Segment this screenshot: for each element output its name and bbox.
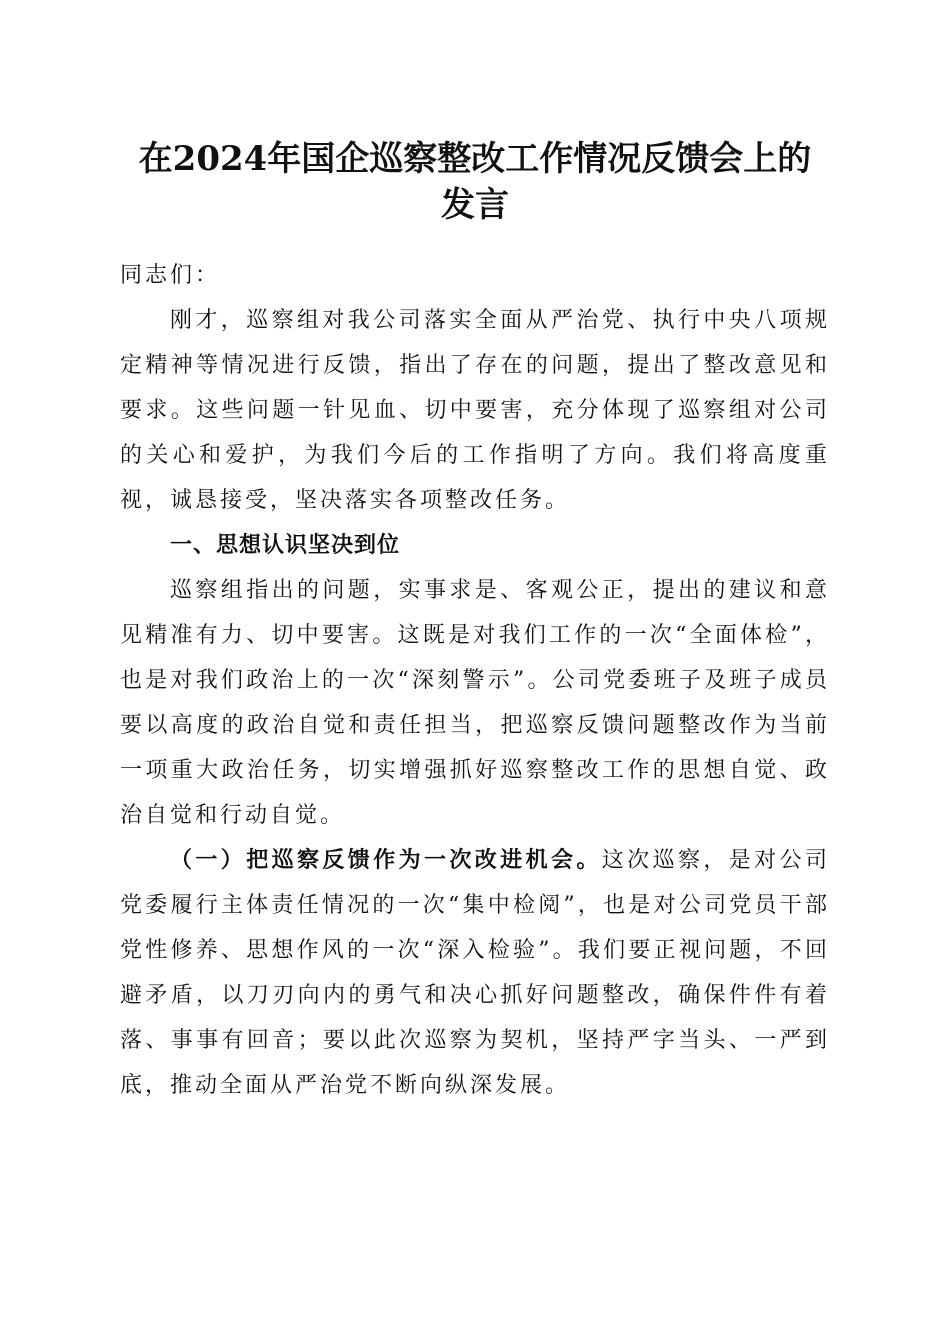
paragraph-2: 巡察组指出的问题，实事求是、客观公正，提出的建议和意见精准有力、切中要害。这既是对我们工作的一次“全面体检”，也是对我们政治上的一次“深刻警示”。公司党委班子及班子成员要以高度的政治自觉和责任担当，把巡察反馈问题整改作为当前一项重大政治任务，切实增强抓好巡察整改工作的思想自觉、政治自觉和行动自觉。 xyxy=(120,578,830,828)
title-line-2: 发言 xyxy=(441,185,509,225)
section-heading-1: 一、思想认识坚决到位 xyxy=(170,533,401,558)
document-body xyxy=(120,253,830,1108)
paragraph-3 xyxy=(120,838,830,1108)
paragraph-3-text: 这次巡察，是对公司党委履行主体责任情况的一次“集中检阅”，也是对公司党员干部党性修养、思想作风的一次“深入检验”。我们要正视问题，不回避矛盾，以刀刃向内的勇气和决心抓好问题整改，确保件件有着落、事事有回音；要以此次巡察为契机，坚持严字当头、一严到底，推动全面从严治党不断向纵深发展。 xyxy=(120,848,830,1098)
title-line-1: 在2024年国企巡察整改工作情况反馈会上的 xyxy=(138,139,812,179)
salutation: 同志们： xyxy=(120,263,221,288)
sub-heading-1: （一）把巡察反馈作为一次改进机会。 xyxy=(170,847,602,873)
document-title xyxy=(110,136,840,228)
paragraph-1: 刚才，巡察组对我公司落实全面从严治党、执行中央八项规定精神等情况进行反馈，指出了存在的问题，提出了整改意见和要求。这些问题一针见血、切中要害，充分体现了巡察组对公司的关心和爱护，为我们今后的工作指明了方向。我们将高度重视，诚恳接受，坚决落实各项整改任务。 xyxy=(120,308,830,513)
